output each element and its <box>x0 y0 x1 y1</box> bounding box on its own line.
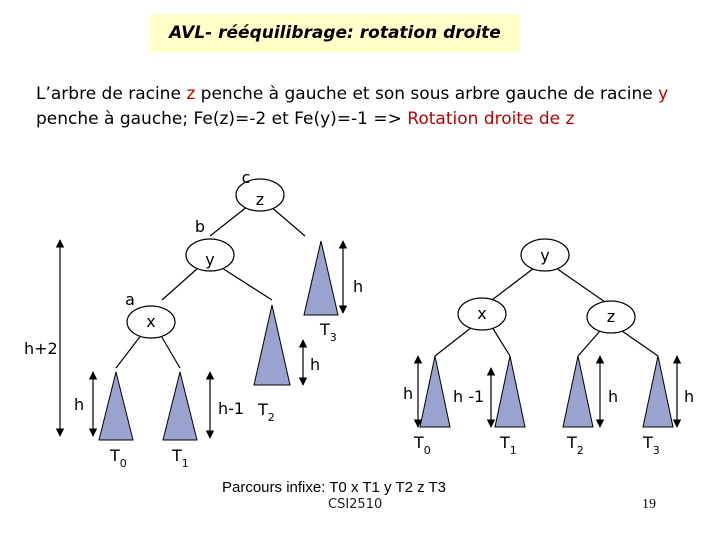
left-label-t2 <box>257 400 275 424</box>
label-h-t0: h <box>74 395 85 414</box>
edge-y-t2 <box>222 268 272 300</box>
left-subtree-t3 <box>304 241 338 315</box>
edge-x-t0 <box>116 334 142 368</box>
right-tree <box>403 239 694 457</box>
right-label-h-minus-1: h -1 <box>453 387 485 406</box>
right-subtree-t0 <box>420 356 450 427</box>
left-subtree-t2 <box>254 305 290 385</box>
left-t0-letter: T <box>110 446 120 465</box>
right-label-t3 <box>642 433 660 457</box>
label-h-mid: h <box>310 355 321 374</box>
edge-y-z-right <box>556 268 605 302</box>
left-t3-letter: T <box>320 320 330 339</box>
course-code: CSI2510 <box>328 497 383 512</box>
intro-part-1: L’arbre de racine <box>36 84 187 104</box>
intro-z: z <box>186 84 196 104</box>
intro-rotation: Rotation droite de z <box>407 109 575 129</box>
intro-y: y <box>658 84 669 104</box>
right-node-x-label: x <box>477 304 487 323</box>
left-subtree-t0 <box>99 372 133 440</box>
slide-title: AVL- rééquilibrage: rotation droite <box>169 23 501 43</box>
left-tree <box>24 168 363 470</box>
edge-z-t3 <box>270 206 305 236</box>
left-node-y-label: y <box>205 250 215 269</box>
right-label-h-t3: h <box>684 387 695 406</box>
right-node-y-label: y <box>540 246 550 265</box>
left-t0-sub: 0 <box>119 457 127 470</box>
mark-b: b <box>194 217 206 236</box>
right-t3-letter: T <box>643 433 653 452</box>
edge-x-t0-right <box>435 327 472 356</box>
label-h-t3: h <box>353 277 364 296</box>
right-subtree-t1 <box>495 356 525 427</box>
left-node-z-label: z <box>255 190 265 209</box>
right-subtree-t2 <box>563 356 593 427</box>
left-label-t1 <box>171 446 189 470</box>
edge-z-t2-right <box>578 331 600 356</box>
right-node-z-label: z <box>606 307 616 326</box>
left-t2-letter: T <box>258 400 268 419</box>
right-label-t2 <box>566 433 584 457</box>
mark-a: a <box>125 290 135 309</box>
edge-z-y <box>210 206 248 236</box>
edge-y-x <box>162 268 198 300</box>
right-label-h-t2: h <box>608 387 619 406</box>
left-t2-sub: 2 <box>267 411 275 424</box>
intro-part-2: penche à gauche et son sous arbre gauche de racine <box>195 84 659 104</box>
left-node-x-label: x <box>146 312 156 331</box>
left-label-t3 <box>319 320 337 344</box>
right-label-t0 <box>413 433 431 457</box>
right-t2-letter: T <box>567 433 577 452</box>
left-t1-sub: 1 <box>181 457 189 470</box>
label-h-minus-1: h-1 <box>218 399 245 418</box>
edge-z-t3-right <box>622 331 658 356</box>
page-number: 19 <box>642 497 656 512</box>
left-subtree-t1 <box>163 372 197 440</box>
right-t0-letter: T <box>414 433 424 452</box>
right-t1-sub: 1 <box>509 444 517 457</box>
right-t3-sub: 3 <box>652 444 660 457</box>
edge-y-x-right <box>492 268 534 300</box>
right-label-t1 <box>499 433 517 457</box>
inorder-traversal: Parcours infixe: T0 x T1 y T2 z T3 <box>222 479 446 496</box>
right-t2-sub: 2 <box>576 444 584 457</box>
right-label-h-t0: h <box>403 384 414 403</box>
intro-part-3: penche à gauche; Fe(z)=-2 et Fe(y)=-1 => <box>36 109 408 129</box>
edge-x-t1 <box>160 334 180 368</box>
edge-x-t1-right <box>492 327 510 356</box>
label-h-plus-2: h+2 <box>24 339 58 358</box>
left-t1-letter: T <box>172 446 182 465</box>
mark-c: c <box>241 168 251 187</box>
left-t3-sub: 3 <box>329 331 337 344</box>
left-label-t0 <box>109 446 127 470</box>
right-subtree-t3 <box>643 356 673 427</box>
right-t0-sub: 0 <box>423 444 431 457</box>
right-t1-letter: T <box>500 433 510 452</box>
